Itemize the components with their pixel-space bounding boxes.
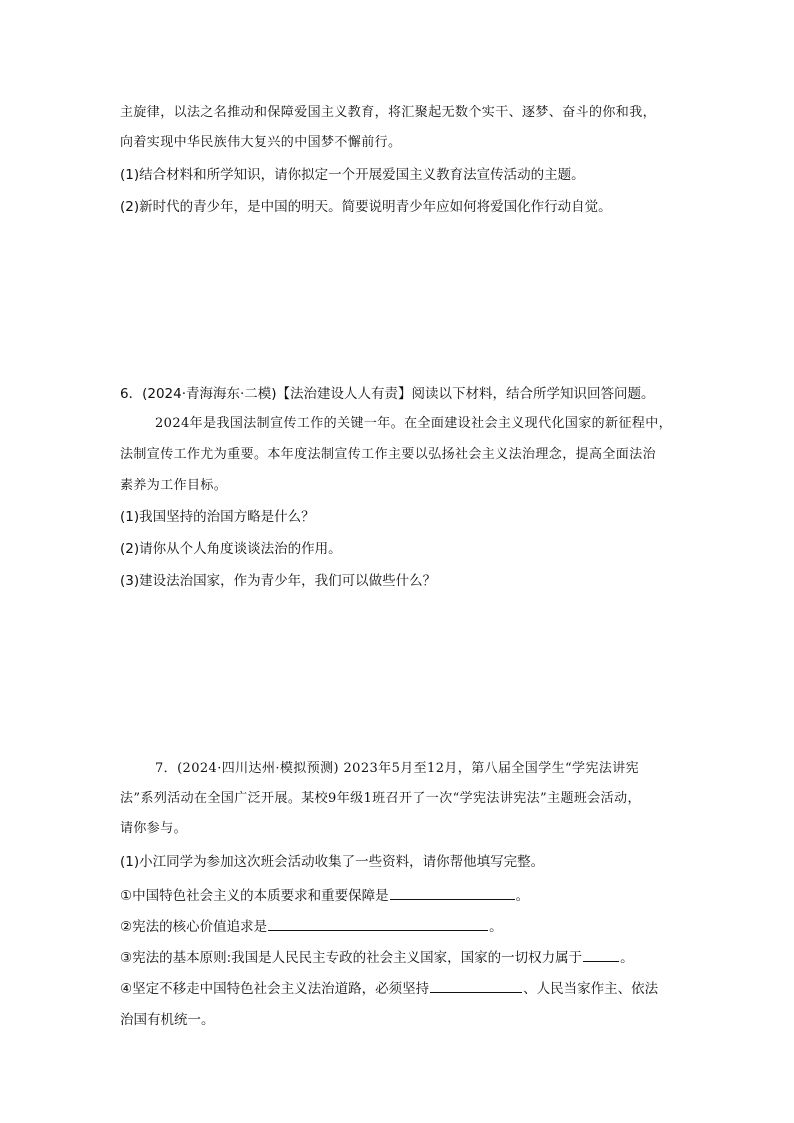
fill-item-end: 、人民当家作主、依法 — [523, 981, 659, 997]
q7-fill-item-4 — [120, 979, 658, 998]
answer-blank[interactable] — [268, 917, 488, 931]
fill-item-end: 。 — [489, 919, 503, 935]
answer-blank[interactable] — [390, 886, 515, 900]
q7-fill-item-3 — [120, 948, 634, 967]
q6-question-3: (3)建设法治国家，作为青少年，我们可以做些什么？ — [120, 573, 437, 589]
q6-question-2: (2)请你从个人角度谈谈法治的作用。 — [120, 541, 342, 557]
q7-fill-item-2 — [120, 917, 503, 936]
q6-material-line-2: 法制宣传工作尤为重要。本年度法制宣传工作主要以弘扬社会主义法治理念，提高全面法治 — [120, 447, 657, 462]
fill-item-text: ④坚定不移走中国特色社会主义法治道路，必须坚持 — [120, 981, 430, 997]
q6-material-line-1: 2024年是我国法制宣传工作的关键一年。在全面建设社会主义现代化国家的新征程中， — [155, 416, 673, 431]
fill-item-text: ①中国特色社会主义的本质要求和重要保障是 — [120, 888, 389, 904]
q5-material-line-1: 主旋律，以法之名推动和保障爱国主义教育，将汇聚起无数个实干、逐梦、奋斗的你和我， — [120, 105, 657, 120]
q7-header-line-1: 7．(2024·四川达州·模拟预测) 2023年5月至12月，第八届全国学生“学宪法讲宪 — [155, 761, 640, 776]
fill-item-end: 。 — [515, 888, 530, 904]
q7-fill-item-4-continued: 治国有机统一。 — [120, 1012, 215, 1028]
q6-material-line-3: 素养为工作目标。 — [120, 478, 228, 493]
q5-question-1: (1)结合材料和所学知识，请你拟定一个开展爱国主义教育法宣传活动的主题。 — [120, 167, 585, 183]
answer-blank[interactable] — [583, 948, 619, 962]
q7-fill-item-1 — [120, 886, 529, 905]
q5-material-line-2: 向着实现中华民族伟大复兴的中国梦不懈前行。 — [120, 135, 402, 150]
q6-question-1: (1)我国坚持的治国方略是什么？ — [120, 509, 315, 525]
fill-item-text: ③宪法的基本原则:我国是人民民主专政的社会主义国家，国家的一切权力属于 — [120, 950, 583, 966]
q7-header-line-3: 请你参与。 — [120, 821, 188, 836]
q5-question-2: (2)新时代的青少年，是中国的明天。简要说明青少年应如何将爱国化作行动自觉。 — [120, 199, 612, 215]
fill-item-end: 。 — [620, 950, 634, 966]
answer-blank[interactable] — [430, 979, 522, 993]
q7-subquestion-1: (1)小江同学为参加这次班会活动收集了一些资料，请你帮他填写完整。 — [120, 854, 545, 870]
q6-header: 6．(2024·青海海东·二模)【法治建设人人有责】阅读以下材料，结合所学知识回答问题。 — [120, 386, 655, 402]
q7-header-line-2: 法”系列活动在全国广泛开展。某校9年级1班召开了一次“学宪法讲宪法”主题班会活动， — [120, 791, 641, 806]
fill-item-text: ②宪法的核心价值追求是 — [120, 919, 268, 935]
